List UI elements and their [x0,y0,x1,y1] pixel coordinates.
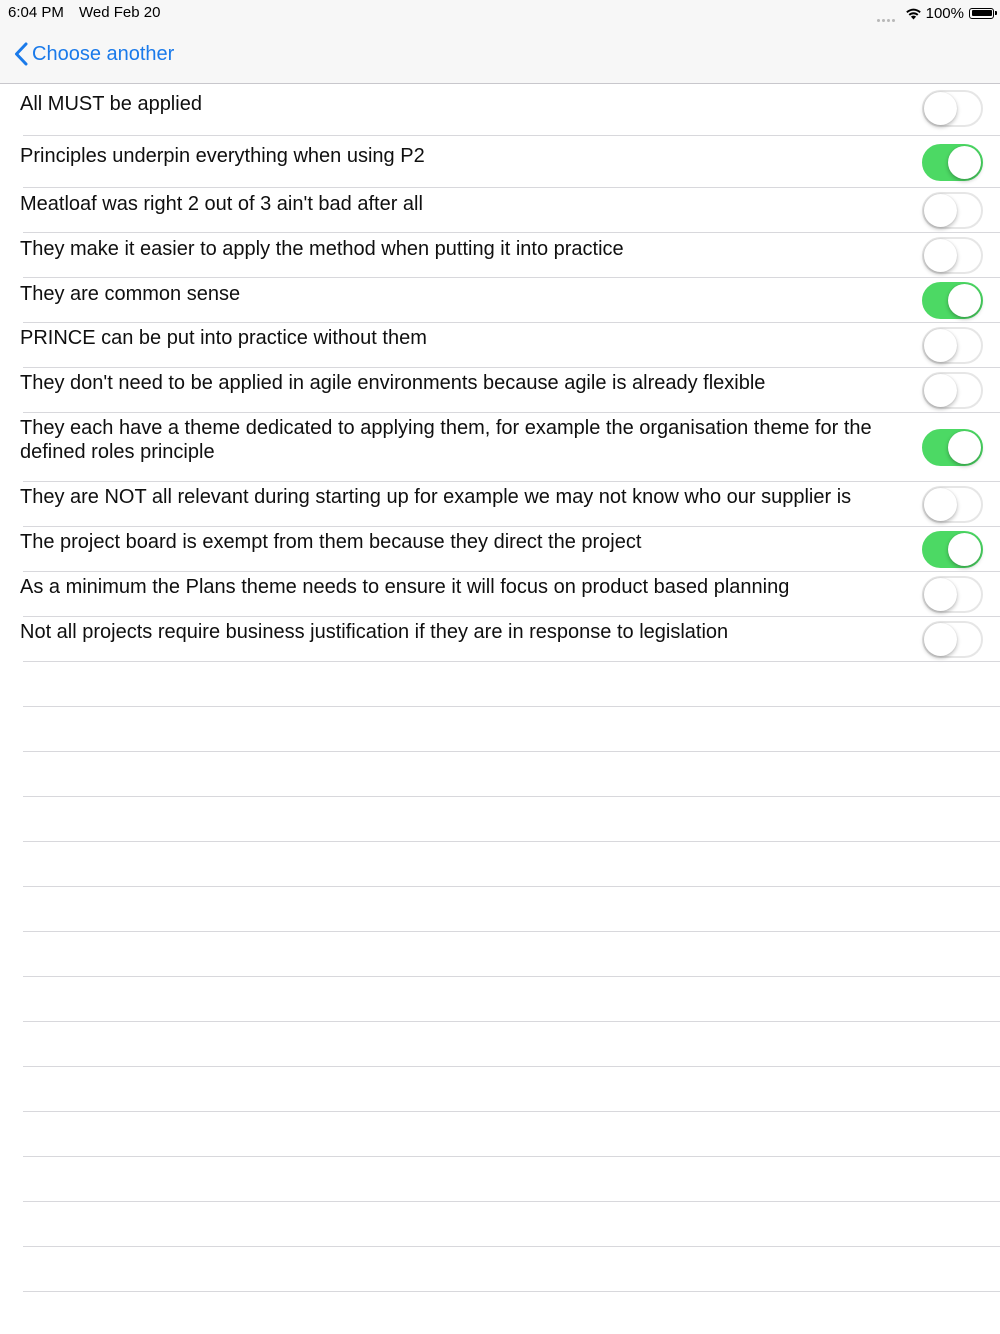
option-row [0,188,1000,233]
option-row [0,368,1000,413]
option-label: Not all projects require business justification if they are in response to legislation [20,621,729,643]
empty-row [0,1247,1000,1292]
back-button[interactable] [14,39,174,69]
option-toggle[interactable] [922,621,983,658]
toggle-knob [948,533,981,566]
option-label: They are NOT all relevant during starting up for example we may not know who our supplier is [20,486,852,508]
empty-row [0,797,1000,842]
option-row [0,323,1000,368]
wifi-icon [905,7,922,20]
option-label: They are common sense [20,283,241,305]
option-toggle[interactable] [922,90,983,127]
empty-row [0,842,1000,887]
empty-row [0,752,1000,797]
toggle-knob [924,623,957,656]
option-row [0,278,1000,323]
empty-row [0,707,1000,752]
option-toggle[interactable] [922,486,983,523]
option-toggle[interactable] [922,576,983,613]
option-row [0,527,1000,572]
option-label: They don't need to be applied in agile environments because agile is already flexible [20,372,766,394]
empty-row [0,1022,1000,1067]
status-indicators [877,3,994,23]
back-label: Choose another [32,42,175,65]
option-row [0,482,1000,527]
toggle-knob [948,284,981,317]
status-date: Wed Feb 20 [79,4,161,21]
option-row [0,572,1000,617]
option-label: As a minimum the Plans theme needs to ensure it will focus on product based planning [20,576,790,598]
status-bar [0,0,1000,26]
signal-dots-icon [877,4,897,22]
option-toggle[interactable] [922,144,983,181]
toggle-knob [924,239,957,272]
empty-row [0,977,1000,1022]
status-time: 6:04 PM [8,4,64,21]
option-label: They each have a theme dedicated to applying them, for example the organisation theme for the defined roles principle [20,417,872,463]
toggle-knob [924,374,957,407]
empty-row [0,1067,1000,1112]
toggle-knob [948,431,981,464]
option-label: They make it easier to apply the method when putting it into practice [20,238,624,260]
empty-row [0,1157,1000,1202]
battery-fill [972,10,992,16]
empty-row [0,1112,1000,1157]
empty-row [0,1202,1000,1247]
option-label: Meatloaf was right 2 out of 3 ain't bad after all [20,193,423,215]
option-label: Principles underpin everything when using P2 [20,145,425,167]
option-row [0,413,1000,482]
option-row [0,136,1000,188]
option-label: The project board is exempt from them because they direct the project [20,531,642,553]
options-list [0,84,1000,1292]
toggle-knob [924,488,957,521]
option-toggle[interactable] [922,372,983,409]
option-toggle[interactable] [922,237,983,274]
option-toggle[interactable] [922,192,983,229]
battery-percent: 100% [925,4,964,22]
option-toggle[interactable] [922,531,983,568]
toggle-knob [948,146,981,179]
toggle-knob [924,329,957,362]
option-toggle[interactable] [922,327,983,364]
option-row [0,233,1000,278]
option-row [0,84,1000,136]
battery-icon [969,8,994,19]
navigation-bar [0,26,1000,84]
chevron-left-icon [14,42,28,66]
option-label: All MUST be applied [20,93,202,115]
empty-row [0,887,1000,932]
toggle-knob [924,578,957,611]
toggle-knob [924,194,957,227]
toggle-knob [924,92,957,125]
option-label: PRINCE can be put into practice without them [20,327,427,349]
empty-row [0,932,1000,977]
empty-row [0,662,1000,707]
option-toggle[interactable] [922,282,983,319]
option-row [0,617,1000,662]
option-toggle[interactable] [922,429,983,466]
